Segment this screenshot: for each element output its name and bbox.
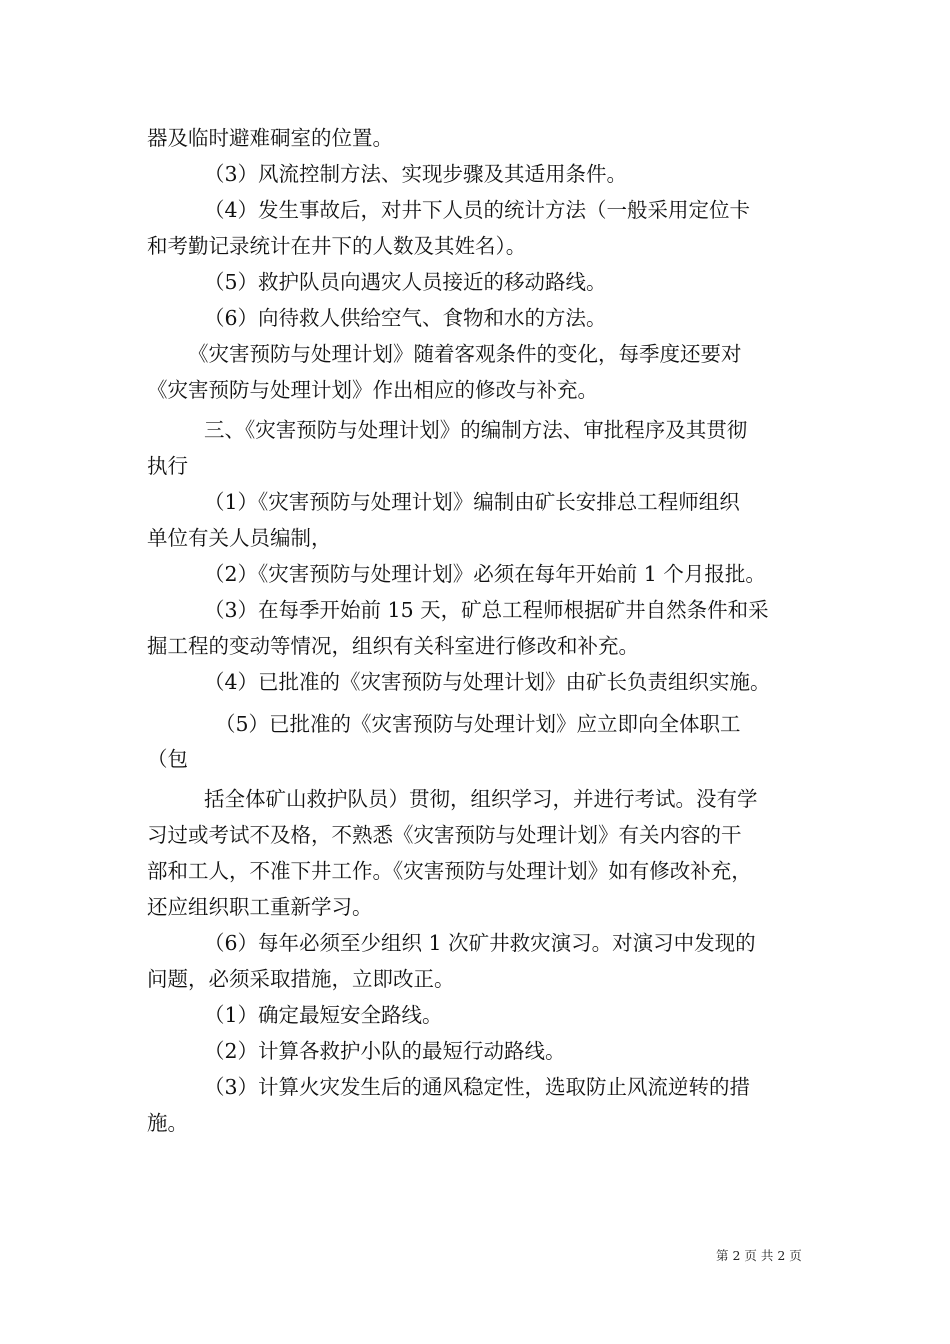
section-heading: 三、《灾害预防与处理计划》的编制方法、审批程序及其贯彻 [204,418,748,442]
text-line: （2）《灾害预防与处理计划》必须在每年开始前 1 个月报批。 [204,562,766,586]
text-line: （6）每年必须至少组织 1 次矿井救灾演习。对演习中发现的 [204,931,756,955]
text-line: （4）发生事故后，对井下人员的统计方法（一般采用定位卡 [204,198,751,222]
page-number: 第 2 页 共 2 页 [716,1248,802,1263]
text-line: 施。 [147,1111,188,1135]
text-line: 掘工程的变动等情况，组织有关科室进行修改和补充。 [147,634,639,658]
text-line: （3）计算火灾发生后的通风稳定性，选取防止风流逆转的措 [204,1075,751,1099]
text-line: （1）确定最短安全路线。 [204,1003,443,1027]
text-line: （3）在每季开始前 15 天，矿总工程师根据矿井自然条件和采 [204,598,769,622]
text-line: 《灾害预防与处理计划》随着客观条件的变化，每季度还要对 [188,342,742,366]
text-line: （4）已批准的《灾害预防与处理计划》由矿长负责组织实施。 [204,670,771,694]
text-line: 习过或考试不及格，不熟悉《灾害预防与处理计划》有关内容的干 [147,823,742,847]
text-line: （5）救护队员向遇灾人员接近的移动路线。 [204,270,607,294]
text-line: 单位有关人员编制， [147,526,332,550]
text-line: （1）《灾害预防与处理计划》编制由矿长安排总工程师组织 [204,490,740,514]
text-line: 和考勤记录统计在井下的人数及其姓名）。 [147,234,527,258]
text-line: 还应组织职工重新学习。 [147,895,373,919]
text-line: （2）计算各救护小队的最短行动路线。 [204,1039,566,1063]
text-line: 器及临时避难硐室的位置。 [147,126,393,150]
text-line: （6）向待救人供给空气、食物和水的方法。 [204,306,607,330]
section-heading: 执行 [147,454,188,478]
text-line: （3）风流控制方法、实现步骤及其适用条件。 [204,162,628,186]
text-line: （5）已批准的《灾害预防与处理计划》应立即向全体职工 [215,712,741,736]
text-line: 《灾害预防与处理计划》作出相应的修改与补充。 [147,378,598,402]
text-line: 括全体矿山救护队员）贯彻，组织学习，并进行考试。没有学 [204,787,758,811]
text-line: 部和工人，不准下井工作。《灾害预防与处理计划》如有修改补充， [147,859,752,883]
text-line: （包 [147,747,188,771]
text-line: 问题，必须采取措施，立即改正。 [147,967,455,991]
